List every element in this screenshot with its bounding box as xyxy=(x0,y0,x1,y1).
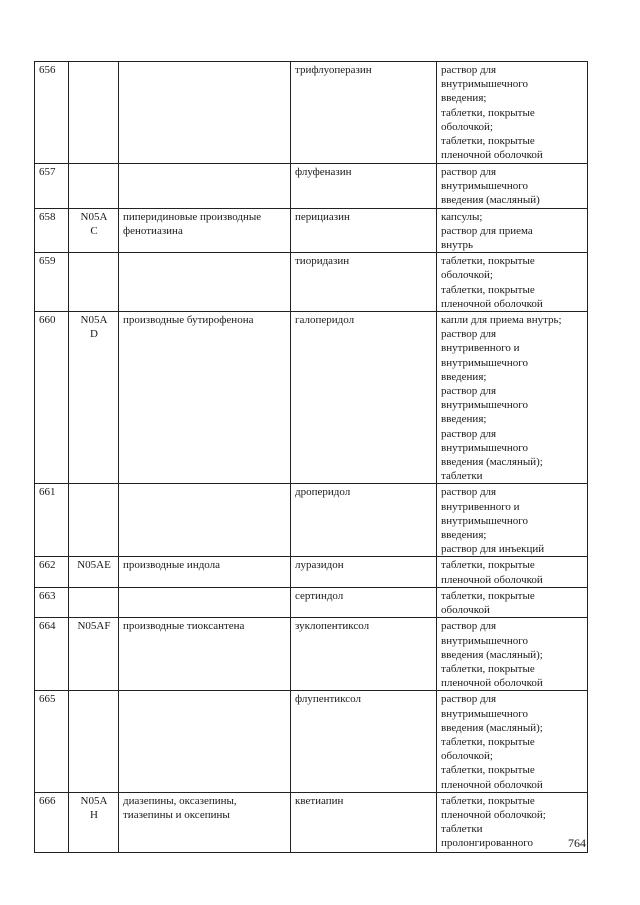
atc-code: N05A C xyxy=(69,208,119,253)
atc-code: N05AF xyxy=(69,618,119,691)
dosage-form: капли для приема внутрь; раствор для внутривенного и внутримышечного введения; раствор для внутримышечного введения; раствор для внутримышечного введения (масляный); таблетки xyxy=(437,312,588,484)
table-row xyxy=(35,587,588,617)
table-row xyxy=(35,62,588,164)
drug-name: зуклопентиксол xyxy=(291,618,437,691)
dosage-form: капсулы; раствор для приема внутрь xyxy=(437,208,588,253)
atc-code: N05AE xyxy=(69,557,119,587)
dosage-form: таблетки, покрытые оболочкой xyxy=(437,587,588,617)
drug-name: тиоридазин xyxy=(291,253,437,312)
row-number: 664 xyxy=(35,618,69,691)
row-number: 666 xyxy=(35,792,69,852)
group-name xyxy=(119,484,291,557)
row-number: 659 xyxy=(35,253,69,312)
atc-code xyxy=(69,691,119,792)
table-row xyxy=(35,618,588,691)
group-name: производные бутирофенона xyxy=(119,312,291,484)
atc-code: N05A D xyxy=(69,312,119,484)
dosage-form: таблетки, покрытые пленочной оболочкой xyxy=(437,557,588,587)
drug-name: дроперидол xyxy=(291,484,437,557)
drug-name: перициазин xyxy=(291,208,437,253)
group-name: диазепины, оксазепины, тиазепины и оксепины xyxy=(119,792,291,852)
page-number: 764 xyxy=(568,836,586,850)
drug-name: флупентиксол xyxy=(291,691,437,792)
atc-code xyxy=(69,253,119,312)
table-row xyxy=(35,164,588,209)
table-row xyxy=(35,792,588,852)
dosage-form: таблетки, покрытые пленочной оболочкой; таблетки пролонгированного xyxy=(437,792,588,852)
dosage-form: таблетки, покрытые оболочкой; таблетки, покрытые пленочной оболочкой xyxy=(437,253,588,312)
dosage-form: раствор для внутримышечного введения (масляный); таблетки, покрытые оболочкой; таблетки, покрытые пленочной оболочкой xyxy=(437,691,588,792)
row-number: 661 xyxy=(35,484,69,557)
table-row xyxy=(35,312,588,484)
drug-name: кветиапин xyxy=(291,792,437,852)
table-row xyxy=(35,253,588,312)
table-row xyxy=(35,484,588,557)
drug-name: флуфеназин xyxy=(291,164,437,209)
atc-code xyxy=(69,164,119,209)
table-row xyxy=(35,208,588,253)
group-name xyxy=(119,164,291,209)
dosage-form: раствор для внутримышечного введения; таблетки, покрытые оболочкой; таблетки, покрытые пленочной оболочкой xyxy=(437,62,588,164)
group-name xyxy=(119,62,291,164)
row-number: 656 xyxy=(35,62,69,164)
group-name: пиперидиновые производные фенотиазина xyxy=(119,208,291,253)
dosage-form: раствор для внутримышечного введения (масляный) xyxy=(437,164,588,209)
row-number: 658 xyxy=(35,208,69,253)
group-name: производные индола xyxy=(119,557,291,587)
atc-code xyxy=(69,484,119,557)
row-number: 660 xyxy=(35,312,69,484)
group-name xyxy=(119,253,291,312)
drug-name: луразидон xyxy=(291,557,437,587)
medication-table xyxy=(34,61,588,853)
dosage-form: раствор для внутривенного и внутримышечного введения; раствор для инъекций xyxy=(437,484,588,557)
group-name xyxy=(119,587,291,617)
atc-code: N05A H xyxy=(69,792,119,852)
group-name xyxy=(119,691,291,792)
drug-name: галоперидол xyxy=(291,312,437,484)
row-number: 662 xyxy=(35,557,69,587)
row-number: 663 xyxy=(35,587,69,617)
atc-code xyxy=(69,62,119,164)
dosage-form: раствор для внутримышечного введения (масляный); таблетки, покрытые пленочной оболочкой xyxy=(437,618,588,691)
drug-name: трифлуоперазин xyxy=(291,62,437,164)
row-number: 665 xyxy=(35,691,69,792)
drug-name: сертиндол xyxy=(291,587,437,617)
atc-code xyxy=(69,587,119,617)
group-name: производные тиоксантена xyxy=(119,618,291,691)
row-number: 657 xyxy=(35,164,69,209)
table-row xyxy=(35,691,588,792)
table-row xyxy=(35,557,588,587)
